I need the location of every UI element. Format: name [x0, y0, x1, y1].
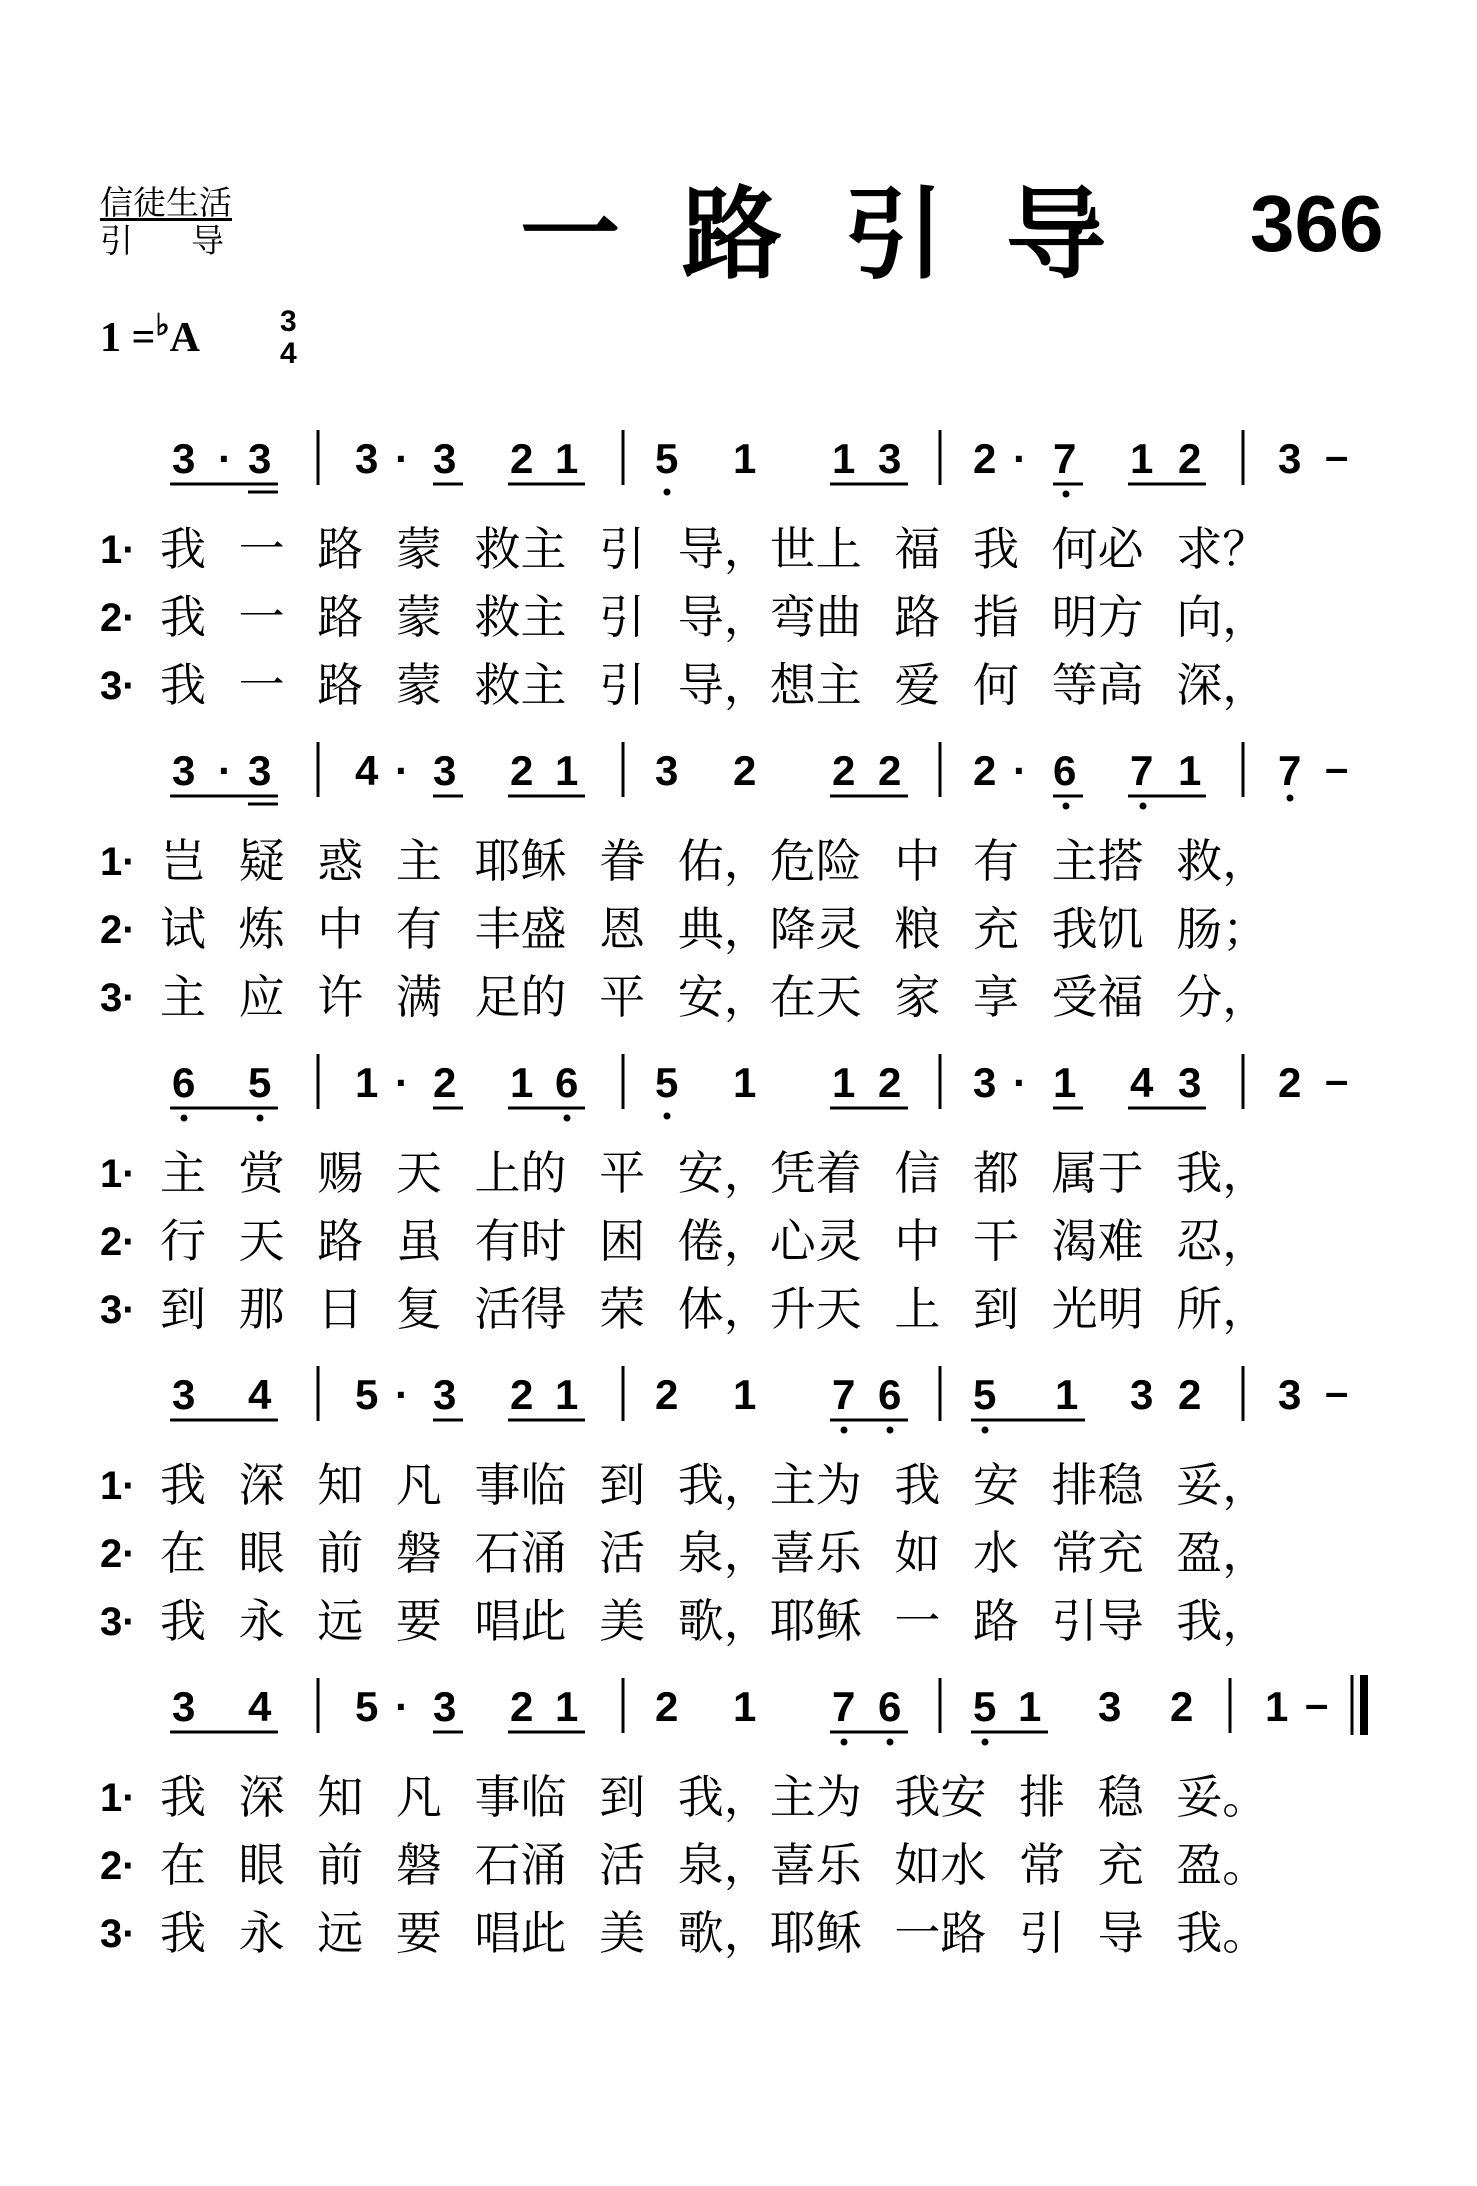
verse-number: 3· — [100, 1600, 136, 1644]
note: 3 — [433, 1683, 457, 1730]
lyric-line: 试 炼 中 有 丰盛 恩 典，降灵 粮 充 我饥 肠； — [160, 902, 1269, 956]
verse-number: 2· — [100, 1532, 136, 1576]
verse-number: 3· — [100, 1912, 136, 1956]
lyric-line: 我 一 路 蒙 救主 引 导，想主 爱 何 等高 深， — [160, 658, 1269, 712]
note: 2 — [973, 435, 997, 482]
verse-number: 1· — [100, 840, 136, 884]
verse-number: 2· — [100, 1844, 136, 1888]
lyric-line: 在 眼 前 磐 石涌 活 泉，喜乐 如 水 常充 盈， — [160, 1526, 1269, 1580]
note: 1 — [832, 1059, 856, 1106]
dash: – — [1325, 432, 1349, 479]
note: 3 — [878, 435, 902, 482]
lyric-line: 在 眼 前 磐 石涌 活 泉，喜乐 如水 常 充 盈。 — [160, 1838, 1269, 1892]
lyric-line: 我 永 远 要 唱此 美 歌，耶稣 一 路 引导 我， — [160, 1594, 1269, 1648]
dot: · — [1013, 435, 1027, 482]
note: 7 — [1053, 435, 1077, 482]
note: 5 — [655, 435, 679, 482]
dot: · — [1013, 747, 1027, 794]
note: 4 — [355, 747, 379, 794]
dot: · — [395, 1683, 409, 1730]
note: 1 — [355, 1059, 379, 1106]
note: 1 — [733, 435, 757, 482]
note: 1 — [1055, 1371, 1079, 1418]
lyric-line: 我 永 远 要 唱此 美 歌，耶稣 一路 引 导 我。 — [160, 1906, 1269, 1960]
note: 2 — [733, 747, 757, 794]
lyric-line: 主 应 许 满 足的 平 安，在天 家 享 受福 分， — [160, 970, 1269, 1024]
note: 6 — [878, 1683, 902, 1730]
verse-number: 1· — [100, 1152, 136, 1196]
note: 6 — [878, 1371, 902, 1418]
verse-number: 1· — [100, 528, 136, 572]
note: 1 — [1053, 1059, 1077, 1106]
note: 3 — [172, 435, 196, 482]
note: 1 — [555, 1371, 579, 1418]
lyric-line: 我 一 路 蒙 救主 引 导，弯曲 路 指 明方 向， — [160, 590, 1269, 644]
verse-number: 3· — [100, 1288, 136, 1332]
note: 5 — [355, 1371, 379, 1418]
note: 4 — [248, 1683, 272, 1730]
note: 2 — [433, 1059, 457, 1106]
note: 2 — [1178, 1371, 1202, 1418]
lyric-line: 我 深 知 凡 事临 到 我，主为 我安 排 稳 妥。 — [160, 1770, 1269, 1824]
system-4-notes — [170, 1366, 1348, 1434]
note: 2 — [510, 747, 534, 794]
note: 1 — [832, 435, 856, 482]
note: 3 — [1178, 1059, 1202, 1106]
lyric-line: 主 赏 赐 天 上的 平 安，凭着 信 都 属于 我， — [160, 1146, 1269, 1200]
note: 5 — [248, 1059, 272, 1106]
note: 3 — [1278, 435, 1302, 482]
system-3-notes — [170, 1054, 1348, 1122]
note: 7 — [832, 1683, 856, 1730]
note: 3 — [172, 1683, 196, 1730]
note: 1 — [555, 1683, 579, 1730]
note: 1 — [1018, 1683, 1042, 1730]
dot: · — [218, 435, 232, 482]
dot: · — [395, 747, 409, 794]
lyric-line: 到 那 日 复 活得 荣 体，升天 上 到 光明 所， — [160, 1282, 1269, 1336]
lyric-line: 岂 疑 惑 主 耶稣 眷 佑，危险 中 有 主搭 救， — [160, 834, 1269, 888]
key-note: A — [169, 315, 200, 361]
note: 3 — [172, 747, 196, 794]
verse-number: 3· — [100, 976, 136, 1020]
note: 2 — [655, 1683, 679, 1730]
note: 5 — [655, 1059, 679, 1106]
system-1-notes — [170, 430, 1348, 498]
note: 3 — [248, 747, 272, 794]
hymn-title: 一路引导 — [520, 176, 1168, 293]
lyric-line: 我 一 路 蒙 救主 引 导，世上 福 我 何必 求？ — [160, 522, 1269, 576]
note: 3 — [433, 1371, 457, 1418]
note: 6 — [1053, 747, 1077, 794]
note: 3 — [1130, 1371, 1154, 1418]
lyric-line: 行 天 路 虽 有时 困 倦，心灵 中 干 渴难 忍， — [160, 1214, 1269, 1268]
note: 2 — [1278, 1059, 1302, 1106]
verse-number: 2· — [100, 1220, 136, 1264]
note: 5 — [973, 1683, 997, 1730]
note: 1 — [1265, 1683, 1289, 1730]
dot: · — [395, 1059, 409, 1106]
note: 1 — [555, 435, 579, 482]
note: 6 — [555, 1059, 579, 1106]
note: 2 — [1178, 435, 1202, 482]
note: 1 — [733, 1683, 757, 1730]
lyric-line: 我 深 知 凡 事临 到 我，主为 我 安 排稳 妥， — [160, 1458, 1269, 1512]
note: 2 — [878, 747, 902, 794]
dash: – — [1325, 1368, 1349, 1415]
note: 1 — [733, 1371, 757, 1418]
note: 6 — [172, 1059, 196, 1106]
dash: – — [1325, 1056, 1349, 1103]
note: 4 — [1130, 1059, 1154, 1106]
hymn-number: 366 — [1250, 179, 1384, 268]
note: 3 — [1098, 1683, 1122, 1730]
note: 2 — [510, 1683, 534, 1730]
note: 1 — [555, 747, 579, 794]
note: 3 — [355, 435, 379, 482]
verse-number: 2· — [100, 908, 136, 952]
note: 3 — [433, 747, 457, 794]
verse-number: 2· — [100, 596, 136, 640]
note: 2 — [832, 747, 856, 794]
category-text: 信徒生活 — [100, 183, 232, 222]
note: 7 — [1130, 747, 1154, 794]
note: 1 — [510, 1059, 534, 1106]
note: 5 — [355, 1683, 379, 1730]
note: 1 — [1178, 747, 1202, 794]
note: 3 — [433, 435, 457, 482]
note: 4 — [248, 1371, 272, 1418]
dot: · — [395, 1371, 409, 1418]
dot: · — [395, 435, 409, 482]
note: 2 — [510, 1371, 534, 1418]
verse-number: 1· — [100, 1464, 136, 1508]
key-prefix: 1 = — [100, 315, 156, 361]
note: 5 — [973, 1371, 997, 1418]
note: 3 — [655, 747, 679, 794]
dot: · — [218, 747, 232, 794]
dash: – — [1325, 744, 1349, 791]
note: 2 — [973, 747, 997, 794]
note: 1 — [733, 1059, 757, 1106]
time-top: 3 — [280, 305, 297, 338]
note: 3 — [248, 435, 272, 482]
note: 2 — [655, 1371, 679, 1418]
note: 1 — [1130, 435, 1154, 482]
flat-sign: ♭ — [155, 309, 170, 342]
dot: · — [1013, 1059, 1027, 1106]
verse-number: 3· — [100, 664, 136, 708]
note: 3 — [172, 1371, 196, 1418]
subcategory-text: 引导 — [100, 221, 282, 260]
note: 2 — [1170, 1683, 1194, 1730]
verse-number: 1· — [100, 1776, 136, 1820]
note: 3 — [973, 1059, 997, 1106]
note: 3 — [1278, 1371, 1302, 1418]
system-5-notes — [170, 1675, 1364, 1746]
system-2-notes — [170, 742, 1348, 810]
note: 7 — [832, 1371, 856, 1418]
note: 7 — [1278, 747, 1302, 794]
dash: – — [1305, 1680, 1329, 1727]
time-bottom: 4 — [280, 337, 297, 370]
note: 2 — [878, 1059, 902, 1106]
note: 2 — [510, 435, 534, 482]
